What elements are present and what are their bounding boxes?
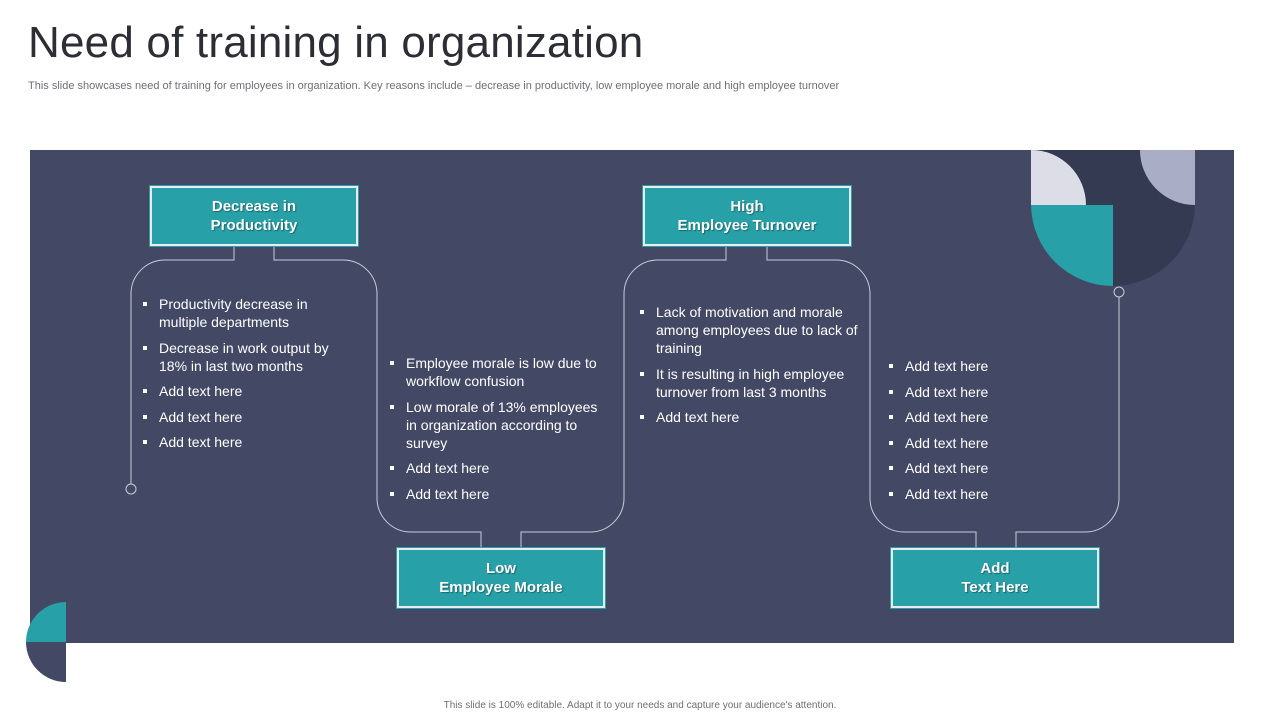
add-text-heading: Add Text Here — [961, 560, 1029, 596]
list-item: Decrease in work output by 18% in last two months — [142, 339, 357, 375]
list-item: Add text here — [142, 382, 357, 400]
footer-note: This slide is 100% editable. Adapt it to your needs and capture your audience's attention. — [443, 700, 837, 711]
list-item: Add text here — [389, 459, 611, 477]
list-item: Add text here — [389, 485, 611, 503]
list-item: Add text here — [888, 357, 1088, 375]
list-item: Add text here — [639, 408, 861, 426]
list-item: Low morale of 13% employees in organization according to survey — [389, 398, 611, 452]
bottom-left-decoration — [26, 602, 66, 682]
productivity-heading: Decrease in Productivity — [210, 198, 298, 234]
list-item: Add text here — [888, 434, 1088, 452]
productivity-bullet-list — [142, 295, 357, 459]
list-item: It is resulting in high employee turnover from last 3 months — [639, 365, 861, 401]
morale-heading: Low Employee Morale — [439, 560, 563, 596]
turnover-heading-box — [643, 186, 851, 246]
turnover-bullet-list — [639, 303, 861, 434]
turnover-heading: High Employee Turnover — [677, 198, 817, 234]
list-item: Lack of motivation and morale among employees due to lack of training — [639, 303, 861, 357]
list-item: Add text here — [888, 485, 1088, 503]
corner-shapes-decoration — [1031, 150, 1195, 286]
page-subtitle: This slide showcases need of training for employees in organization. Key reasons include – decrease in productivity, low employee morale and high employee turnover — [28, 80, 840, 92]
list-item: Add text here — [888, 459, 1088, 477]
list-item: Add text here — [888, 408, 1088, 426]
page-title: Need of training in organization — [28, 18, 644, 67]
list-item: Productivity decrease in multiple departments — [142, 295, 357, 331]
add-text-bullet-list — [888, 357, 1088, 510]
list-item: Add text here — [142, 408, 357, 426]
list-item: Employee morale is low due to workflow confusion — [389, 354, 611, 390]
morale-heading-box — [397, 548, 605, 608]
productivity-heading-box — [150, 186, 358, 246]
list-item: Add text here — [142, 433, 357, 451]
morale-bullet-list — [389, 354, 611, 510]
add-text-heading-box — [891, 548, 1099, 608]
list-item: Add text here — [888, 383, 1088, 401]
